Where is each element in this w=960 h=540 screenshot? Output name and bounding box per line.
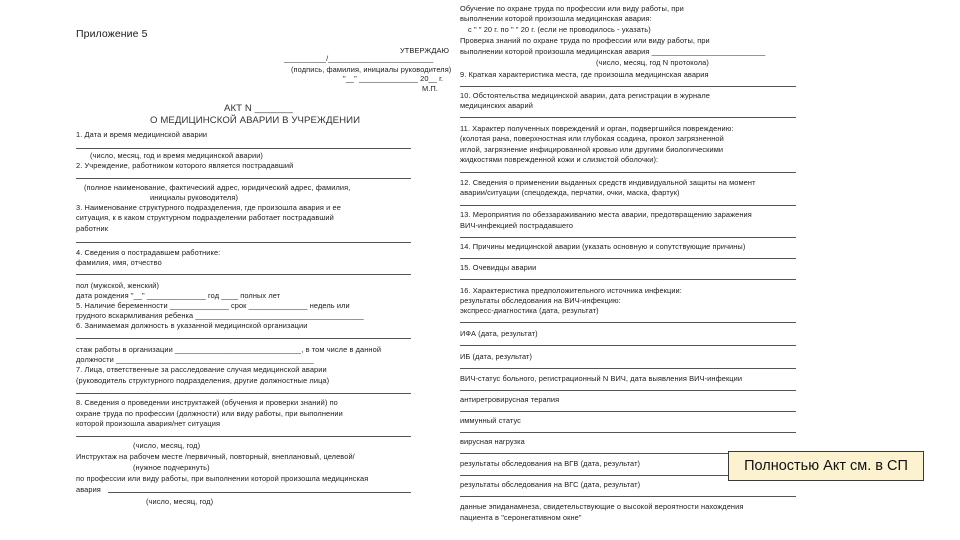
item-16-hiv: результаты обследования на ВИЧ-инфекцию: — [460, 296, 621, 305]
appendix-label: Приложение 5 — [76, 28, 148, 40]
fill-line — [76, 436, 411, 437]
instruction-date-caption: (число, месяц, год) — [146, 497, 214, 506]
item-2-caption: (полное наименование, фактический адрес, юридический адрес, фамилия, — [84, 183, 351, 192]
fill-line — [460, 368, 796, 369]
item-16-viral-load: вирусная нагрузка — [460, 437, 525, 446]
fill-line — [76, 148, 411, 149]
item-1-caption: (число, месяц, год и время медицинской аварии) — [90, 151, 263, 160]
fill-line — [460, 205, 796, 206]
item-8: 8. Сведения о проведении инструктажей (обучения и проверки знаний) по — [76, 398, 338, 407]
item-15: 15. Очевидцы аварии — [460, 263, 537, 272]
fill-line — [108, 492, 411, 493]
item-6-stage: стаж работы в организации ______________________________, в том числе в данной — [76, 345, 382, 354]
item-16-epid-cont: пациента в "серонегативном окне" — [460, 513, 582, 522]
item-16-express: экспресс-диагностика (дата, результат) — [460, 306, 599, 315]
item-16-hcv: результаты обследования на ВГС (дата, результат) — [460, 480, 641, 489]
fill-line — [76, 242, 411, 243]
fill-line — [460, 390, 796, 391]
fill-line — [460, 345, 796, 346]
full-act-callout: Полностью Акт см. в СП — [728, 451, 924, 481]
fill-line — [460, 86, 796, 87]
knowledge-check-caption: (число, месяц, год N протокола) — [596, 58, 709, 67]
item-14: 14. Причины медицинской аварии (указать основную и сопутствующие причины) — [460, 242, 746, 251]
item-10-cont: медицинских аварий — [460, 101, 533, 110]
item-10: 10. Обстоятельства медицинской аварии, дата регистрации в журнале — [460, 91, 710, 100]
fill-line — [76, 178, 411, 179]
instruction-line: Инструктаж на рабочем месте /первичный, повторный, внеплановый, целевой/ — [76, 452, 355, 461]
item-6-position: должности _______________________________________________ — [76, 355, 314, 364]
item-11: 11. Характер полученных повреждений и орган, подвергшийся повреждению: — [460, 124, 734, 133]
fill-line — [76, 274, 411, 275]
item-7: 7. Лица, ответственные за расследование случая медицинской аварии — [76, 365, 327, 374]
item-16-epid: данные эпиданамнеза, свидетельствующие о высокой вероятности нахождения — [460, 502, 744, 511]
item-11-cont-2: иглой, загрязнение инфицированной кровью или другими биологическими — [460, 145, 724, 154]
item-16-art: антиретровирусная терапия — [460, 395, 560, 404]
item-2-caption-2: инициалы руководителя) — [150, 193, 239, 202]
item-11-cont: (колотая рана, поверхностная или глубокая ссадина, прокол загрязненной — [460, 134, 724, 143]
item-16-status: ВИЧ-статус больного, регистрационный N ВИЧ, дата выявления ВИЧ-инфекции — [460, 374, 743, 383]
item-11-cont-3: жидкостями поврежденной кожи и слизистой оболочки): — [460, 155, 659, 164]
item-9: 9. Краткая характеристика места, где произошла медицинская авария — [460, 70, 709, 79]
item-4-birth: дата рождения "__" ______________ год ____ полных лет — [76, 291, 281, 300]
fill-line — [460, 258, 796, 259]
training-line-2: выполнении которой произошла медицинская авария: — [460, 14, 652, 23]
fill-line — [460, 117, 796, 118]
item-13-cont: ВИЧ-инфекцией пострадавшего — [460, 221, 574, 230]
item-16-ifa: ИФА (дата, результат) — [460, 329, 538, 338]
item-1: 1. Дата и время медицинской аварии — [76, 130, 208, 139]
act-title: АКТ N _______ — [224, 103, 293, 114]
item-5-cont: грудного вскармливания ребенка ________________________________________ — [76, 311, 364, 320]
signature-caption: (подпись, фамилия, инициалы руководителя) — [291, 65, 452, 74]
fill-line — [460, 279, 796, 280]
item-13: 13. Мероприятия по обеззараживанию места аварии, предотвращению заражения — [460, 210, 752, 219]
item-16-immune: иммунный статус — [460, 416, 521, 425]
fill-line — [76, 393, 411, 394]
item-12: 12. Сведения о применении выданных средств индивидуальной защиты на момент — [460, 178, 756, 187]
seal-label: М.П. — [422, 84, 438, 93]
item-2: 2. Учреждение, работником которого является пострадавший — [76, 161, 294, 170]
item-3-cont-2: работник — [76, 224, 109, 233]
item-16-ib: ИБ (дата, результат) — [460, 352, 533, 361]
date-line: "__" ______________ 20__ г. — [343, 74, 444, 83]
fill-line — [460, 237, 796, 238]
fill-line — [460, 172, 796, 173]
fill-line — [460, 496, 796, 497]
act-subtitle: О МЕДИЦИНСКОЙ АВАРИИ В УЧРЕЖДЕНИИ — [150, 115, 361, 126]
item-16: 16. Характеристика предположительного источника инфекции: — [460, 286, 682, 295]
fill-line — [460, 432, 796, 433]
item-4-name: фамилия, имя, отчество — [76, 258, 162, 267]
instruction-caption: (нужное подчеркнуть) — [133, 463, 210, 472]
fill-line — [460, 322, 796, 323]
instruction-profession: по профессии или виду работы, при выполнении которой произошла медицинская — [76, 474, 369, 483]
item-8-cont: охране труда по профессии (должности) или виду работы, при выполнении — [76, 409, 343, 418]
fill-line — [76, 338, 411, 339]
fill-line — [460, 411, 796, 412]
instruction-accident: авария — [76, 485, 101, 494]
approve-label: УТВЕРЖДАЮ — [400, 46, 450, 55]
item-5: 5. Наличие беременности ______________ срок ______________ недель или — [76, 301, 350, 310]
knowledge-check-2: выполнении которой произошла медицинская авария ___________________________ — [460, 47, 766, 56]
item-7-caption: (руководитель структурного подразделения, другие должностные лица) — [76, 376, 330, 385]
item-4-sex: пол (мужской, женский) — [76, 281, 160, 290]
item-3: 3. Наименование структурного подразделения, где произошла авария и ее — [76, 203, 341, 212]
item-6: 6. Занимаемая должность в указанной медицинской организации — [76, 321, 308, 330]
signature-line: __________/_________________________ — [284, 54, 434, 63]
item-8-cont-2: которой произошла авария/нет ситуация — [76, 419, 221, 428]
knowledge-check: Проверка знаний по охране труда по профессии или виду работы, при — [460, 36, 710, 45]
item-16-hbv: результаты обследования на ВГВ (дата, результат) — [460, 459, 641, 468]
item-12-cont: аварии/ситуации (спецодежда, перчатки, очки, маска, фартук) — [460, 188, 680, 197]
item-8-date-caption: (число, месяц, год) — [133, 441, 201, 450]
training-period: с " " 20 г. по " " 20 г. (если не проводилось - указать) — [468, 25, 651, 34]
item-3-cont: ситуация, к в каком структурном подразделении работает пострадавший — [76, 213, 334, 222]
item-4: 4. Сведения о пострадавшем работнике: — [76, 248, 221, 257]
training-line: Обучение по охране труда по профессии или виду работы, при — [460, 4, 684, 13]
